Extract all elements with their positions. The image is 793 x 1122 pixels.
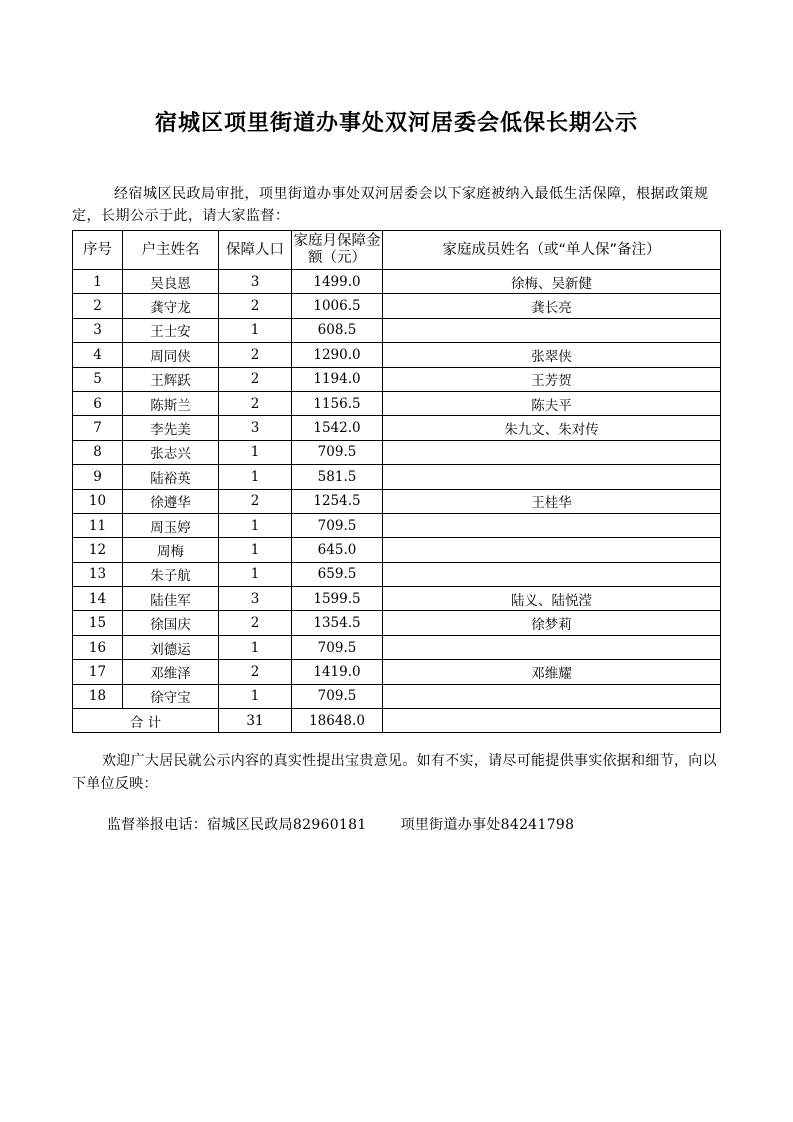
cell-head-name: 徐守宝 [123, 684, 219, 708]
cell-no: 2 [73, 294, 123, 318]
hotline-line [107, 814, 574, 834]
header-head-name: 户主姓名 [123, 231, 219, 270]
table-row [73, 513, 721, 537]
cell-population: 1 [219, 513, 292, 537]
cell-head-name: 徐遵华 [123, 489, 219, 513]
cell-amount: 1542.0 [292, 416, 383, 440]
cell-population: 2 [219, 611, 292, 635]
cell-head-name: 王辉跃 [123, 367, 219, 391]
cell-members: 徐梦莉 [383, 611, 721, 635]
cell-population: 3 [219, 587, 292, 611]
cell-amount: 1599.5 [292, 587, 383, 611]
header-population: 保障人口 [219, 231, 292, 270]
cell-head-name: 陈斯兰 [123, 391, 219, 415]
table-row [73, 391, 721, 415]
cell-amount: 608.5 [292, 318, 383, 342]
cell-head-name: 王士安 [123, 318, 219, 342]
cell-no: 9 [73, 465, 123, 489]
cell-no: 13 [73, 562, 123, 586]
header-members: 家庭成员姓名（或“单人保”备注） [383, 231, 721, 270]
table-row [73, 367, 721, 391]
cell-members [383, 318, 721, 342]
total-amount: 18648.0 [292, 709, 383, 733]
total-label: 合 计 [73, 709, 219, 733]
table-row [73, 294, 721, 318]
cell-members: 龚长亮 [383, 294, 721, 318]
cell-population: 1 [219, 635, 292, 659]
total-population: 31 [219, 709, 292, 733]
cell-no: 18 [73, 684, 123, 708]
cell-members: 王芳贺 [383, 367, 721, 391]
cell-amount: 709.5 [292, 440, 383, 464]
cell-no: 4 [73, 343, 123, 367]
table-row [73, 416, 721, 440]
cell-amount: 1499.0 [292, 270, 383, 294]
table-total-row [73, 709, 721, 733]
cell-members [383, 513, 721, 537]
cell-amount: 1254.5 [292, 489, 383, 513]
table-row [73, 318, 721, 342]
cell-population: 2 [219, 343, 292, 367]
cell-head-name: 龚守龙 [123, 294, 219, 318]
table-row [73, 635, 721, 659]
intro-paragraph: 经宿城区民政局审批，项里街道办事处双河居委会以下家庭被纳入最低生活保障，根据政策规定，长期公示于此，请大家监督： [72, 186, 709, 224]
cell-head-name: 邓维泽 [123, 660, 219, 684]
cell-amount: 1194.0 [292, 367, 383, 391]
cell-amount: 1156.5 [292, 391, 383, 415]
table-row [73, 465, 721, 489]
hotline-street-office: 项里街道办事处84241798 [400, 817, 575, 833]
cell-no: 12 [73, 538, 123, 562]
cell-no: 15 [73, 611, 123, 635]
cell-head-name: 陆佳军 [123, 587, 219, 611]
cell-members: 徐梅、吴新健 [383, 270, 721, 294]
cell-no: 17 [73, 660, 123, 684]
cell-amount: 709.5 [292, 684, 383, 708]
table-row [73, 684, 721, 708]
header-amount: 家庭月保障金额（元） [292, 231, 383, 270]
cell-head-name: 周梅 [123, 538, 219, 562]
cell-head-name: 徐国庆 [123, 611, 219, 635]
cell-population: 1 [219, 465, 292, 489]
cell-head-name: 李先美 [123, 416, 219, 440]
table-header-row [73, 231, 721, 270]
table-row [73, 538, 721, 562]
cell-no: 8 [73, 440, 123, 464]
cell-population: 2 [219, 660, 292, 684]
table-row [73, 587, 721, 611]
cell-population: 2 [219, 391, 292, 415]
table-row [73, 562, 721, 586]
total-members [383, 709, 721, 733]
cell-members [383, 562, 721, 586]
cell-amount: 659.5 [292, 562, 383, 586]
cell-head-name: 刘德运 [123, 635, 219, 659]
page-title: 宿城区项里街道办事处双河居委会低保长期公示 [154, 110, 638, 136]
cell-no: 3 [73, 318, 123, 342]
table-row [73, 660, 721, 684]
cell-population: 2 [219, 367, 292, 391]
cell-no: 7 [73, 416, 123, 440]
cell-head-name: 吴良恩 [123, 270, 219, 294]
cell-no: 11 [73, 513, 123, 537]
cell-amount: 1354.5 [292, 611, 383, 635]
table-row [73, 489, 721, 513]
cell-amount: 645.0 [292, 538, 383, 562]
cell-head-name: 张志兴 [123, 440, 219, 464]
cell-no: 14 [73, 587, 123, 611]
cell-population: 2 [219, 294, 292, 318]
cell-no: 6 [73, 391, 123, 415]
cell-population: 1 [219, 318, 292, 342]
cell-members: 张翠侠 [383, 343, 721, 367]
cell-population: 3 [219, 416, 292, 440]
feedback-paragraph: 欢迎广大居民就公示内容的真实性提出宝贵意见。如有不实，请尽可能提供事实依据和细节，向以下单位反映： [72, 753, 717, 792]
cell-population: 1 [219, 562, 292, 586]
cell-members [383, 465, 721, 489]
table-row [73, 440, 721, 464]
header-no: 序号 [73, 231, 123, 270]
cell-members [383, 684, 721, 708]
subsidy-table [72, 230, 721, 733]
cell-members: 朱九文、朱对传 [383, 416, 721, 440]
cell-no: 1 [73, 270, 123, 294]
cell-members [383, 538, 721, 562]
cell-amount: 1006.5 [292, 294, 383, 318]
table-body [73, 270, 721, 709]
cell-amount: 709.5 [292, 513, 383, 537]
cell-amount: 1419.0 [292, 660, 383, 684]
cell-amount: 581.5 [292, 465, 383, 489]
cell-no: 5 [73, 367, 123, 391]
table-row [73, 270, 721, 294]
cell-population: 1 [219, 684, 292, 708]
cell-population: 1 [219, 538, 292, 562]
cell-population: 2 [219, 489, 292, 513]
cell-head-name: 周同侠 [123, 343, 219, 367]
table-row [73, 343, 721, 367]
cell-members: 陈夫平 [383, 391, 721, 415]
cell-members [383, 635, 721, 659]
table-row [73, 611, 721, 635]
cell-head-name: 周玉婷 [123, 513, 219, 537]
cell-members: 邓维耀 [383, 660, 721, 684]
cell-no: 16 [73, 635, 123, 659]
cell-amount: 709.5 [292, 635, 383, 659]
cell-head-name: 朱子航 [123, 562, 219, 586]
cell-members: 陆义、陆悦滢 [383, 587, 721, 611]
cell-population: 3 [219, 270, 292, 294]
cell-amount: 1290.0 [292, 343, 383, 367]
cell-head-name: 陆裕英 [123, 465, 219, 489]
cell-population: 1 [219, 440, 292, 464]
cell-members [383, 440, 721, 464]
hotline-civil-affairs: 监督举报电话：宿城区民政局82960181 [107, 817, 367, 833]
cell-no: 10 [73, 489, 123, 513]
cell-members: 王桂华 [383, 489, 721, 513]
